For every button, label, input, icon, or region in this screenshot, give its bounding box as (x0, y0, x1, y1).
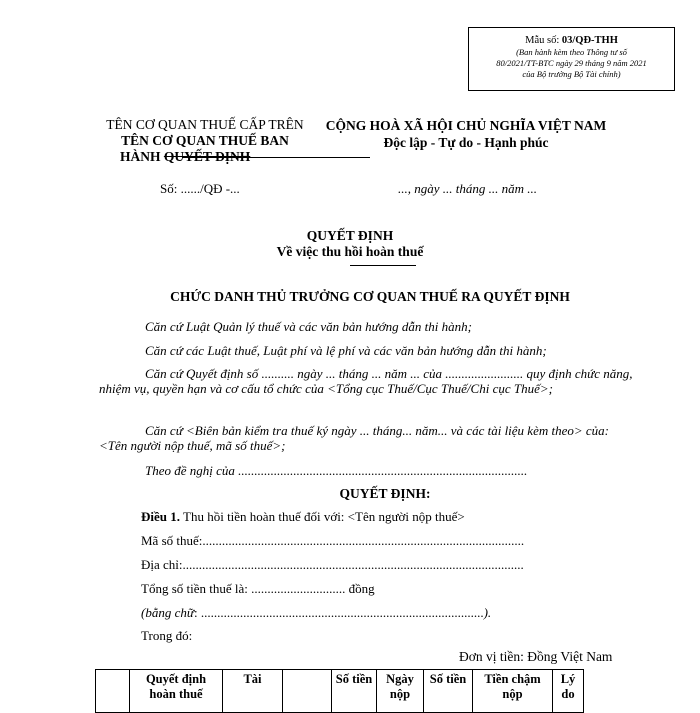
issuing-agency-line-2: HÀNH QUYẾT ĐỊNH (120, 149, 251, 164)
article-1-label: Điều 1. (141, 509, 180, 524)
table-header-cell (283, 670, 332, 713)
ground-paragraph-1: Căn cứ Luật Quản lý thuế và các văn bản hướng dẫn thi hành; (145, 319, 472, 334)
refund-recovery-table (95, 669, 584, 713)
date-line: ..., ngày ... tháng ... năm ... (398, 181, 538, 196)
form-note-line-2: 80/2021/TT-BTC ngày 29 tháng 9 năm 2021 (496, 58, 647, 68)
table-header-cell: Ngày nộp (377, 670, 424, 713)
issuing-agency-line-1: TÊN CƠ QUAN THUẾ BAN (121, 133, 289, 148)
tax-code-line: Mã số thuế:................................................................................................... (141, 533, 525, 548)
table-header-cell: Quyết định hoàn thuế (130, 670, 223, 713)
decision-title: QUYẾT ĐỊNH (306, 228, 394, 243)
national-header (316, 117, 616, 151)
table-header-cell: Tài (223, 670, 283, 713)
ground-paragraph-2: Căn cứ các Luật thuế, Luật phí và lệ phí và các văn bản hướng dẫn thi hành; (145, 343, 547, 358)
decides-heading: QUYẾT ĐỊNH: (339, 486, 431, 501)
article-1-line: Điều 1. Thu hồi tiền hoàn thuế đối với: <Tên người nộp thuế> (141, 509, 465, 524)
authority-title: CHỨC DANH THỦ TRƯỞNG CƠ QUAN THUẾ RA QUYẾT ĐỊNH (170, 289, 570, 304)
nation-motto: Độc lập - Tự do - Hạnh phúc (383, 135, 549, 150)
address-line: Địa chỉ:......................................................................................................... (141, 557, 524, 572)
form-note-line-3: của Bộ trưởng Bộ Tài chính) (522, 69, 621, 79)
agency-underline (182, 157, 370, 158)
total-amount-line: Tổng số tiền thuế là: ............................. đồng (141, 581, 375, 596)
currency-unit: Đơn vị tiền: Đồng Việt Nam (459, 649, 613, 664)
decision-title-block (0, 228, 700, 260)
document-number: Số: ....../QĐ -... (160, 181, 240, 196)
ground-paragraph-5: Theo đề nghị của ......................................................................................... (145, 463, 528, 478)
table-header-row (96, 670, 584, 713)
table-header-cell: Số tiền (424, 670, 473, 713)
table-header-cell (96, 670, 130, 713)
form-code: Mẫu số: 03/QĐ-THH (525, 35, 618, 46)
table-header-cell: Lý do (553, 670, 584, 713)
table-header-cell: Tiền chậm nộp (473, 670, 553, 713)
title-rule (350, 265, 416, 266)
nation-name: CỘNG HOÀ XÃ HỘI CHỦ NGHĨA VIỆT NAM (325, 118, 607, 133)
amount-in-words-line: (bằng chữ: .......................................................................................). (141, 605, 492, 620)
ground-paragraph-4: Căn cứ <Biên bản kiểm tra thuế ký ngày ... tháng... năm... và các tài liệu kèm theo> của: <Tên người nộp thuế, mã số thuế>; (99, 423, 609, 453)
table-header-cell: Số tiền (332, 670, 377, 713)
ground-paragraph-3: Căn cứ Quyết định số .......... ngày ... tháng ... năm ... của ........................ quy định chức năng, nhiệm vụ, quyền hạn và cơ cấu tổ chức của <Tổng cục Thuế/Cục Thuế/Chi cục Thuế>; (99, 366, 633, 396)
superior-agency: TÊN CƠ QUAN THUẾ CẤP TRÊN (106, 117, 304, 132)
form-note-line-1: (Ban hành kèm theo Thông tư số (516, 47, 627, 57)
decision-subject: Về việc thu hồi hoàn thuế (276, 244, 424, 259)
form-code-box (468, 27, 675, 91)
among-which-label: Trong đó: (141, 628, 193, 643)
